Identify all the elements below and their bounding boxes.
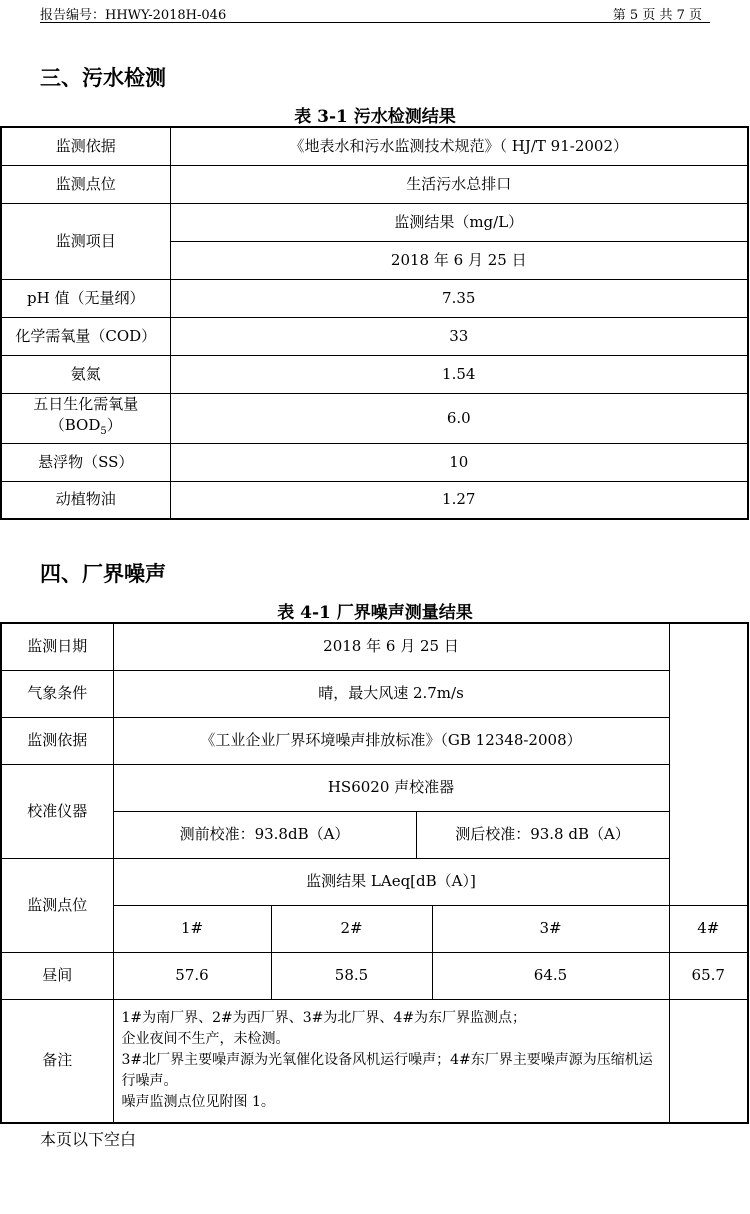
- page-number: 第 5 页 共 7 页: [612, 8, 702, 23]
- point-header: 4#: [669, 905, 748, 952]
- remark-line: 1#为南厂界、2#为西厂界、3#为北厂界、4#为东厂界监测点；: [121, 1010, 527, 1027]
- calibration-after: 测后校准：93.8 dB（A）: [416, 811, 669, 858]
- table-row: [1, 317, 748, 355]
- item-name: 氨氮: [1, 355, 170, 393]
- noise-point-label: 监测点位: [1, 858, 113, 952]
- table-row: [1, 279, 748, 317]
- daytime-value: 58.5: [271, 952, 432, 999]
- date-label: 监测日期: [1, 623, 113, 670]
- table-row: [1, 481, 748, 519]
- basis-value: 《地表水和污水监测技术规范》（ HJ/T 91-2002）: [170, 127, 748, 165]
- daytime-value: 57.6: [113, 952, 271, 999]
- remark-line: 3#北厂界主要噪声源为光氧催化设备风机运行噪声；4#东厂界主要噪声源为压缩机运行噪声。: [121, 1052, 653, 1090]
- item-value: 7.35: [170, 279, 748, 317]
- remark-line: 企业夜间不生产，未检测。: [121, 1031, 290, 1048]
- item-name: 动植物油: [1, 481, 170, 519]
- noise-result-label: 监测结果 LAeq[dB（A）]: [113, 858, 669, 905]
- daytime-value: 65.7: [669, 952, 748, 999]
- date-value: 2018 年 6 月 25 日: [113, 623, 669, 670]
- item-name: [1, 393, 170, 443]
- remarks: [113, 999, 669, 1123]
- calibration-before: 测前校准：93.8dB（A）: [113, 811, 416, 858]
- weather-label: 气象条件: [1, 670, 113, 717]
- noise-basis-label: 监测依据: [1, 717, 113, 764]
- weather-value: 晴，最大风速 2.7m/s: [113, 670, 669, 717]
- table-row: [1, 393, 748, 443]
- point-header: 1#: [113, 905, 271, 952]
- item-value: 1.27: [170, 481, 748, 519]
- section-heading-wastewater: 三、污水检测: [40, 66, 166, 90]
- daytime-value: 64.5: [432, 952, 669, 999]
- remark-line: 噪声监测点位见附图 1。: [121, 1094, 275, 1111]
- calibrator-value: HS6020 声校准器: [113, 764, 669, 811]
- calibrator-label: 校准仪器: [1, 764, 113, 858]
- item-value: 6.0: [170, 393, 748, 443]
- item-value: 10: [170, 443, 748, 481]
- table-row: [1, 355, 748, 393]
- item-name: 化学需氧量（COD）: [1, 317, 170, 355]
- point-value: 生活污水总排口: [170, 165, 748, 203]
- page-header: [40, 2, 710, 23]
- item-value: 1.54: [170, 355, 748, 393]
- item-name-line2: $(BOD_5)$: [49, 416, 122, 437]
- monitor-date: 2018 年 6 月 25 日: [170, 241, 748, 279]
- result-unit: 监测结果（mg/L）: [170, 203, 748, 241]
- table-row: [1, 443, 748, 481]
- table-caption-4-1: 表 4-1 厂界噪声测量结果: [277, 603, 473, 623]
- item-name: 悬浮物（SS）: [1, 443, 170, 481]
- item-name-line1: 五日生化需氧量: [33, 395, 139, 413]
- point-header: 3#: [432, 905, 669, 952]
- blank-below-note: 本页以下空白: [40, 1130, 137, 1149]
- item-name: pH 值（无量纲）: [1, 279, 170, 317]
- noise-table: [0, 622, 749, 1124]
- report-number: 报告编号：HHWY-2018H-046: [40, 8, 227, 23]
- table-caption-3-1: 表 3-1 污水检测结果: [294, 107, 456, 127]
- point-label: 监测点位: [1, 165, 170, 203]
- item-label: 监测项目: [1, 203, 170, 279]
- daytime-label: 昼间: [1, 952, 113, 999]
- remark-label: 备注: [1, 999, 113, 1123]
- table-row: [1, 905, 748, 952]
- table-row: [1, 952, 748, 999]
- point-header: 2#: [271, 905, 432, 952]
- basis-label: 监测依据: [1, 127, 170, 165]
- noise-basis-value: 《工业企业厂界环境噪声排放标准》（GB 12348-2008）: [113, 717, 669, 764]
- item-value: 33: [170, 317, 748, 355]
- wastewater-table: [0, 126, 749, 520]
- section-heading-noise: 四、厂界噪声: [40, 562, 166, 586]
